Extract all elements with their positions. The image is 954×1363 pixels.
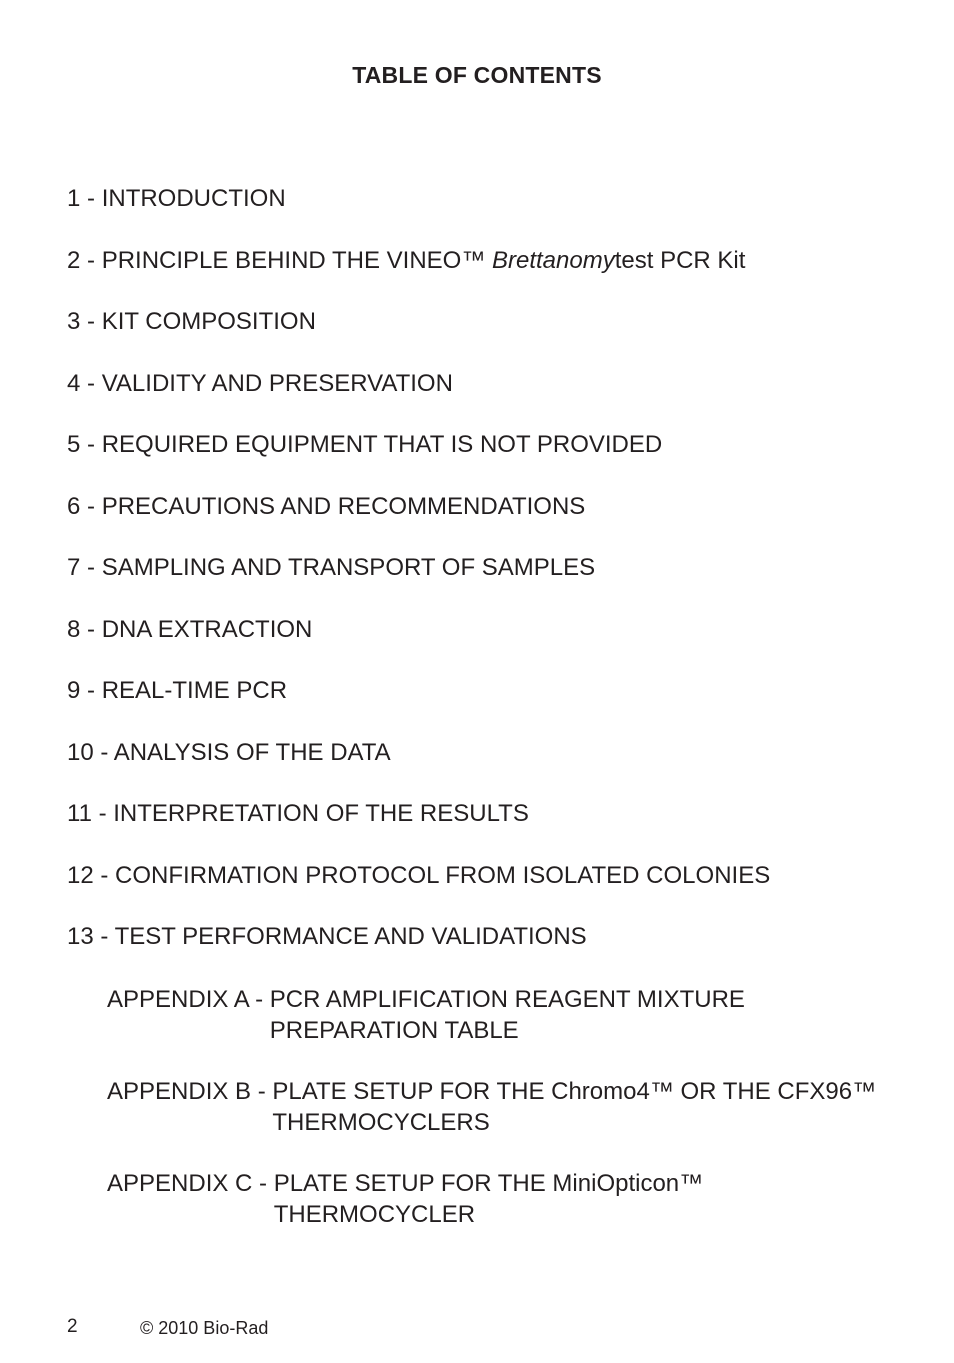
- page-title: TABLE OF CONTENTS: [352, 62, 602, 88]
- toc-item-required-equipment: [67, 429, 770, 491]
- toc-item-number: 11 -: [67, 800, 107, 827]
- toc-item-label: VALIDITY AND PRESERVATION: [101, 369, 453, 397]
- toc-item-label: DNA EXTRACTION: [101, 615, 313, 643]
- toc-item-number: 12 -: [67, 861, 109, 889]
- toc-item-real-time-pcr: [67, 675, 770, 737]
- toc-item-label: TEST PERFORMANCE AND VALIDATIONS: [114, 923, 587, 950]
- toc-item-number: 1 -: [67, 185, 96, 212]
- toc-item-number: 7 -: [67, 554, 96, 581]
- toc-item-introduction: [67, 183, 770, 245]
- appendix-prefix: APPENDIX B -: [107, 1078, 266, 1105]
- appendix-line-2: THERMOCYCLER: [273, 1201, 476, 1228]
- page-number: 2: [67, 1316, 78, 1337]
- toc-item-number: 4 -: [67, 369, 96, 397]
- toc-item-label: CONFIRMATION PROTOCOL FROM ISOLATED COLONIES: [115, 861, 771, 889]
- toc-item-label: INTERPRETATION OF THE RESULTS: [113, 800, 529, 827]
- toc-item-number: 5 -: [67, 431, 96, 458]
- toc-item-label: PRECAUTIONS AND RECOMMENDATIONS: [101, 492, 586, 520]
- appendix-prefix: APPENDIX C -: [107, 1170, 268, 1197]
- toc-list: [67, 183, 770, 983]
- toc-item-principle: [67, 245, 770, 307]
- appendix-line-2: PREPARATION TABLE: [269, 1017, 519, 1044]
- toc-item-number: 6 -: [67, 492, 96, 520]
- toc-item-dna-extraction: [67, 614, 770, 676]
- toc-item-label-italic: Brettanomy: [492, 246, 615, 274]
- appendix-line-1: PLATE SETUP FOR THE MiniOpticon™: [273, 1170, 704, 1197]
- page-footer: [67, 1316, 269, 1338]
- toc-item-label: [102, 247, 746, 274]
- toc-item-precautions: [67, 491, 770, 553]
- appendix-b-entry: [107, 1076, 876, 1138]
- toc-item-label: INTRODUCTION: [101, 185, 286, 212]
- toc-item-label: SAMPLING AND TRANSPORT OF SAMPLES: [101, 554, 596, 581]
- toc-item-number: 2 -: [67, 246, 96, 274]
- toc-item-validity: [67, 368, 770, 430]
- toc-item-label-end: test PCR Kit: [614, 246, 746, 274]
- appendix-a-entry: [107, 984, 745, 1046]
- toc-item-number: 8 -: [67, 615, 96, 643]
- appendix-c-entry: [107, 1168, 703, 1230]
- appendix-line-2: THERMOCYCLERS: [272, 1109, 490, 1136]
- appendix-line-1: PLATE SETUP FOR THE Chromo4™ OR THE CFX96™: [272, 1078, 877, 1105]
- copyright-notice: © 2010 Bio-Rad: [140, 1318, 269, 1338]
- toc-item-number: 3 -: [67, 308, 96, 335]
- toc-item-label-start: PRINCIPLE BEHIND THE VINEO™: [101, 246, 492, 274]
- toc-item-label: REAL-TIME PCR: [101, 677, 288, 704]
- toc-item-label: KIT COMPOSITION: [101, 308, 316, 335]
- appendix-description: [270, 984, 745, 1046]
- toc-item-analysis: [67, 737, 770, 799]
- toc-item-kit-composition: [67, 306, 770, 368]
- toc-item-number: 10 -: [67, 738, 109, 766]
- appendix-line-1: PCR AMPLIFICATION REAGENT MIXTURE: [269, 986, 745, 1013]
- toc-item-number: 9 -: [67, 677, 96, 704]
- appendix-description: [272, 1076, 876, 1138]
- toc-item-confirmation: [67, 860, 770, 922]
- appendix-description: [274, 1168, 703, 1230]
- toc-item-sampling: [67, 552, 770, 614]
- toc-item-number: 13 -: [67, 923, 109, 950]
- toc-item-test-performance: [67, 921, 770, 983]
- appendix-prefix: APPENDIX A -: [107, 986, 264, 1013]
- toc-item-label: REQUIRED EQUIPMENT THAT IS NOT PROVIDED: [101, 431, 663, 458]
- toc-item-label: ANALYSIS OF THE DATA: [113, 738, 391, 766]
- toc-item-interpretation: [67, 798, 770, 860]
